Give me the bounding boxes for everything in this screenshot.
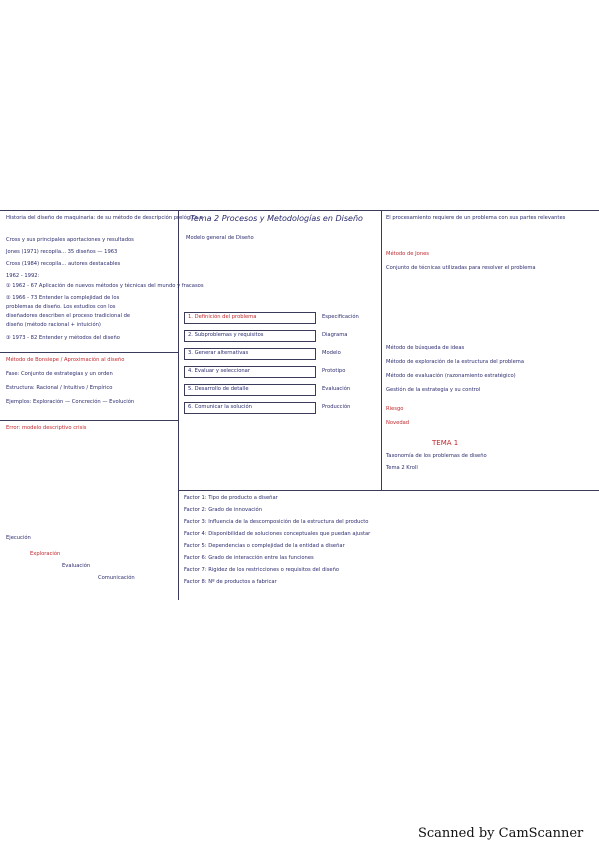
right-item: Método de búsqueda de ideas [386, 345, 465, 351]
right-item: Método de exploración de la estructura del problema [386, 359, 525, 365]
factor-item: Factor 2: Grado de innovación [184, 507, 262, 513]
right-item: Conjunto de técnicas utilizadas para resolver el problema [386, 265, 536, 271]
left-item: diseño (método racional + intuición) [6, 322, 101, 328]
top-rule [0, 210, 599, 211]
side-label: Producción [322, 404, 351, 410]
side-label: Prototipo [322, 368, 346, 374]
left-section-rule-2 [0, 420, 178, 421]
left-item: ③ 1973 - 82 Entender y métodos del diseño [6, 335, 120, 341]
left-section2-heading: Método de Bonsiepe / Aproximación al diseño [6, 357, 125, 363]
left-heading: Historia del diseño de maquinaria: de su método de descripción prelógica a [6, 215, 203, 221]
middle-title: Tema 2 Procesos y Metodologías en Diseño [190, 214, 363, 223]
step: 5. Desarrollo de detalle [188, 386, 249, 392]
left-item: Jones (1971) recopila... 35 diseños — 1963 [6, 249, 118, 255]
left-divider [178, 210, 179, 600]
left-item: problemas de diseño. Los estudios con los [6, 304, 116, 310]
side-label: Diagrama [322, 332, 348, 338]
left-section3-item: Ejecución [6, 535, 31, 541]
left-section2-item: Fase: Conjunto de estrategias y un orden [6, 371, 113, 377]
left-section3-item: Exploración [30, 551, 61, 557]
step: 1. Definición del problema [188, 314, 257, 320]
factor-item: Factor 6: Grado de interacción entre las funciones [184, 555, 314, 561]
left-item: 1962 - 1992: [6, 273, 40, 279]
right-item: Método de evaluación (razonamiento estratégico) [386, 373, 516, 379]
left-section-rule [0, 352, 178, 353]
right-heading: Método de Jones [386, 251, 430, 257]
left-section2-item: Estructura: Racional / Intuitivo / Empírico [6, 385, 113, 391]
factor-item: Factor 3: Influencia de la descomposición de la estructura del producto [184, 519, 369, 525]
right-note: Riesgo [386, 406, 404, 412]
step: 3. Generar alternativas [188, 350, 249, 356]
step: 2. Subproblemas y requisitos [188, 332, 264, 338]
left-section3-item: Comunicación [98, 575, 135, 581]
left-item: ① 1962 - 67 Aplicación de nuevos métodos y técnicas del mundo y fracasos [6, 283, 204, 289]
factor-item: Factor 8: Nº de productos a fabricar [184, 579, 277, 585]
side-label: Evaluación [322, 386, 351, 392]
tema-title: TEMA 1 [432, 439, 459, 447]
left-item: Cross (1984) recopila... autores destacables [6, 261, 121, 267]
scanned-notes-sheet [0, 200, 599, 600]
right-intro: El procesamiento requiere de un problema con sus partes relevantes [386, 215, 566, 221]
factor-item: Factor 5: Dependencias o complejidad de la entidad a diseñar [184, 543, 345, 549]
left-section3-heading: Error: modelo descriptivo crisis [6, 425, 87, 431]
right-note: Novedad [386, 420, 410, 426]
step: 4. Evaluar y seleccionar [188, 368, 250, 374]
side-label: Especificación [322, 314, 359, 320]
left-section2-item: Ejemplos: Exploración — Concreción — Evolución [6, 399, 135, 405]
left-item: diseñadores describen el proceso tradicional de [6, 313, 131, 319]
tema-sub: Tema 2 Kroll [386, 465, 418, 471]
factor-item: Factor 4: Disponibilidad de soluciones conceptuales que puedan ajustar [184, 531, 371, 537]
side-label: Modelo [322, 350, 341, 356]
left-item: ② 1966 - 73 Entender la complejidad de los [6, 295, 120, 301]
scanner-watermark: Scanned by CamScanner [418, 826, 584, 841]
right-item: Gestión de la estrategia y su control [386, 387, 481, 393]
tema-text: Taxonomía de los problemas de diseño [386, 453, 487, 459]
step: 6. Comunicar la solución [188, 404, 252, 410]
bottom-section-rule [178, 490, 599, 491]
factor-item: Factor 1: Tipo de producto a diseñar [184, 495, 278, 501]
right-divider [381, 210, 382, 490]
middle-subtitle: Modelo general de Diseño [186, 235, 254, 241]
left-item: Cross y sus principales aportaciones y resultados [6, 237, 134, 243]
factor-item: Factor 7: Rigidez de los restricciones o requisitos del diseño [184, 567, 340, 573]
left-section3-item: Evaluación [62, 563, 91, 569]
